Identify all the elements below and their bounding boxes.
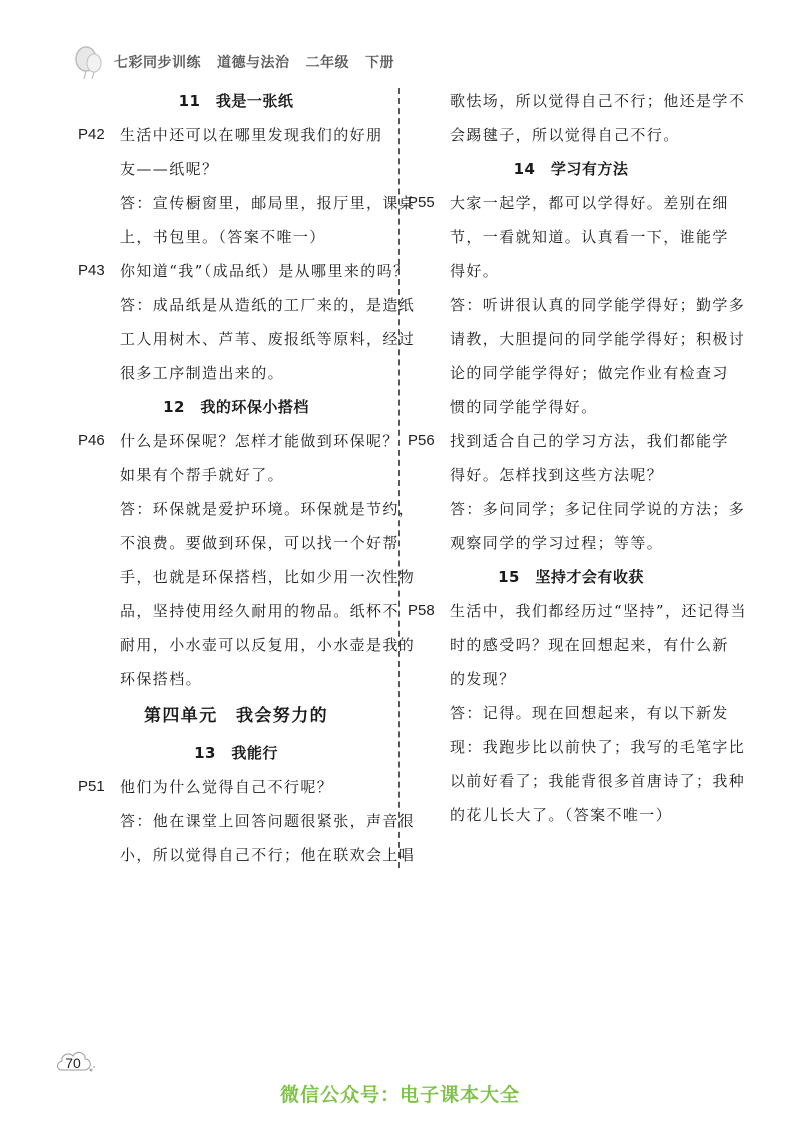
header-volume: 下册 bbox=[365, 55, 394, 71]
page-ref: P58 bbox=[408, 602, 435, 619]
text-line bbox=[412, 526, 730, 560]
text-line bbox=[82, 492, 416, 526]
text-line bbox=[412, 798, 730, 832]
lesson-title bbox=[412, 152, 730, 186]
line-text: 的花儿长大了。（答案不唯一） bbox=[450, 806, 673, 824]
left-column bbox=[78, 84, 416, 872]
page-ref: P51 bbox=[78, 778, 105, 795]
line-text: 得好。 bbox=[450, 262, 500, 280]
text-line bbox=[412, 356, 730, 390]
text-line bbox=[82, 594, 399, 628]
text-line bbox=[82, 288, 416, 322]
line-text: 答：环保就是爱护环境。环保就是节约， bbox=[120, 500, 416, 518]
line-text: 节，一看就知道。认真看一下，谁能学 bbox=[450, 228, 729, 246]
text-line bbox=[82, 186, 416, 220]
line-text: 11 我是一张纸 bbox=[178, 92, 294, 110]
line-text: 耐用，小水壶可以反复用，小水壶是我的 bbox=[120, 636, 416, 654]
line-text: 会踢毽子，所以觉得自己不行。 bbox=[450, 126, 680, 144]
text-line bbox=[412, 84, 746, 118]
text-line bbox=[412, 696, 730, 730]
line-text: 很多工序制造出来的。 bbox=[120, 364, 285, 382]
line-text: 以前好看了；我能背很多首唐诗了；我种 bbox=[450, 772, 746, 790]
line-text: 上，书包里。（答案不唯一） bbox=[120, 228, 326, 246]
line-text: 14 学习有方法 bbox=[513, 160, 629, 178]
text-line bbox=[82, 662, 390, 696]
line-text: 小，所以觉得自己不行；他在联欢会上唱 bbox=[120, 846, 416, 864]
text-line bbox=[412, 118, 730, 152]
text-line bbox=[412, 288, 746, 322]
text-line bbox=[412, 390, 730, 424]
line-text: 不浪费。要做到环保，可以找一个好帮 bbox=[120, 534, 399, 552]
line-text: 15 坚持才会有收获 bbox=[498, 568, 644, 586]
text-line bbox=[78, 254, 410, 288]
text-line bbox=[412, 220, 730, 254]
page-ref: P55 bbox=[408, 194, 435, 211]
page-number: 70 bbox=[65, 1055, 81, 1071]
text-line bbox=[78, 118, 390, 152]
line-text: 的发现？ bbox=[450, 670, 516, 688]
line-text: 答：听讲很认真的同学能学得好；勤学多 bbox=[450, 296, 746, 314]
line-text: 工人用树木、芦苇、废报纸等原料，经过 bbox=[120, 330, 416, 348]
text-line bbox=[408, 186, 730, 220]
header-subject: 道德与法治 bbox=[217, 55, 290, 71]
text-line bbox=[82, 560, 416, 594]
text-line bbox=[82, 458, 390, 492]
line-text: 12 我的环保小搭档 bbox=[163, 398, 309, 416]
line-text: 答：记得。现在回想起来，有以下新发 bbox=[450, 704, 729, 722]
page-ref: P42 bbox=[78, 126, 105, 143]
text-line bbox=[408, 424, 730, 458]
line-text: 得好。怎样找到这些方法呢？ bbox=[450, 466, 664, 484]
text-line bbox=[82, 526, 399, 560]
text-line bbox=[82, 322, 416, 356]
header-series: 七彩同步训练 bbox=[114, 55, 201, 71]
line-text: 惯的同学能学得好。 bbox=[450, 398, 598, 416]
text-line bbox=[412, 492, 746, 526]
text-line bbox=[82, 220, 390, 254]
line-text: 请教，大胆提问的同学能学得好；积极讨 bbox=[450, 330, 746, 348]
header-grade: 二年级 bbox=[305, 55, 349, 71]
line-text: 手，也就是环保搭档，比如少用一次性物 bbox=[120, 568, 416, 586]
line-text: 论的同学能学得好；做完作业有检查习 bbox=[450, 364, 729, 382]
line-text: 友——纸呢？ bbox=[120, 160, 219, 178]
text-line bbox=[82, 152, 390, 186]
page-ref: P43 bbox=[78, 262, 105, 279]
text-line bbox=[82, 356, 390, 390]
line-text: 答：他在课堂上回答问题很紧张，声音很 bbox=[120, 812, 416, 830]
balloon-logo-icon bbox=[72, 46, 106, 80]
line-text: 大家一起学，都可以学得好。差别在细 bbox=[450, 194, 729, 212]
text-line bbox=[82, 628, 416, 662]
right-column bbox=[408, 84, 747, 832]
header-title bbox=[114, 52, 410, 72]
line-text: 时的感受吗？现在回想起来，有什么新 bbox=[450, 636, 729, 654]
text-line bbox=[82, 838, 416, 872]
text-line bbox=[78, 424, 399, 458]
line-text: 你知道“我”（成品纸）是从哪里来的吗？ bbox=[120, 262, 410, 280]
lesson-title bbox=[82, 84, 390, 118]
lesson-title bbox=[82, 390, 390, 424]
line-text: 答：成品纸是从造纸的工厂来的，是造纸 bbox=[120, 296, 416, 314]
unit-title bbox=[82, 696, 390, 736]
line-text: 现：我跑步比以前快了；我写的毛笔字比 bbox=[450, 738, 746, 756]
line-text: 13 我能行 bbox=[194, 744, 278, 762]
line-text: 找到适合自己的学习方法，我们都能学 bbox=[450, 432, 729, 450]
text-line bbox=[412, 730, 746, 764]
text-line bbox=[412, 254, 730, 288]
footer-watermark: 微信公众号：电子课本大全 bbox=[279, 1084, 520, 1106]
page-number-badge bbox=[56, 1048, 96, 1080]
line-text: 他们为什么觉得自己不行呢？ bbox=[120, 778, 334, 796]
text-line bbox=[412, 628, 730, 662]
text-line bbox=[412, 458, 730, 492]
text-line bbox=[78, 770, 390, 804]
text-line bbox=[82, 804, 416, 838]
line-text: 答：多问同学；多记住同学说的方法；多 bbox=[450, 500, 746, 518]
text-line bbox=[412, 322, 746, 356]
line-text: 生活中，我们都经历过“坚持”，还记得当 bbox=[450, 602, 747, 620]
line-text: 环保搭档。 bbox=[120, 670, 203, 688]
text-line bbox=[408, 594, 747, 628]
lesson-title bbox=[412, 560, 730, 594]
line-text: 观察同学的学习过程；等等。 bbox=[450, 534, 664, 552]
line-text: 如果有个帮手就好了。 bbox=[120, 466, 285, 484]
text-line bbox=[412, 764, 746, 798]
text-line bbox=[412, 662, 730, 696]
page-ref: P56 bbox=[408, 432, 435, 449]
line-text: 歌怯场，所以觉得自己不行；他还是学不 bbox=[450, 92, 746, 110]
line-text: 什么是环保呢？怎样才能做到环保呢？ bbox=[120, 432, 399, 450]
page-ref: P46 bbox=[78, 432, 105, 449]
lesson-title bbox=[82, 736, 390, 770]
line-text: 品，坚持使用经久耐用的物品。纸杯不 bbox=[120, 602, 399, 620]
line-text: 第四单元 我会努力的 bbox=[144, 706, 328, 726]
line-text: 答：宣传橱窗里，邮局里，报厅里，课桌 bbox=[120, 194, 416, 212]
line-text: 生活中还可以在哪里发现我们的好朋 bbox=[120, 126, 383, 144]
